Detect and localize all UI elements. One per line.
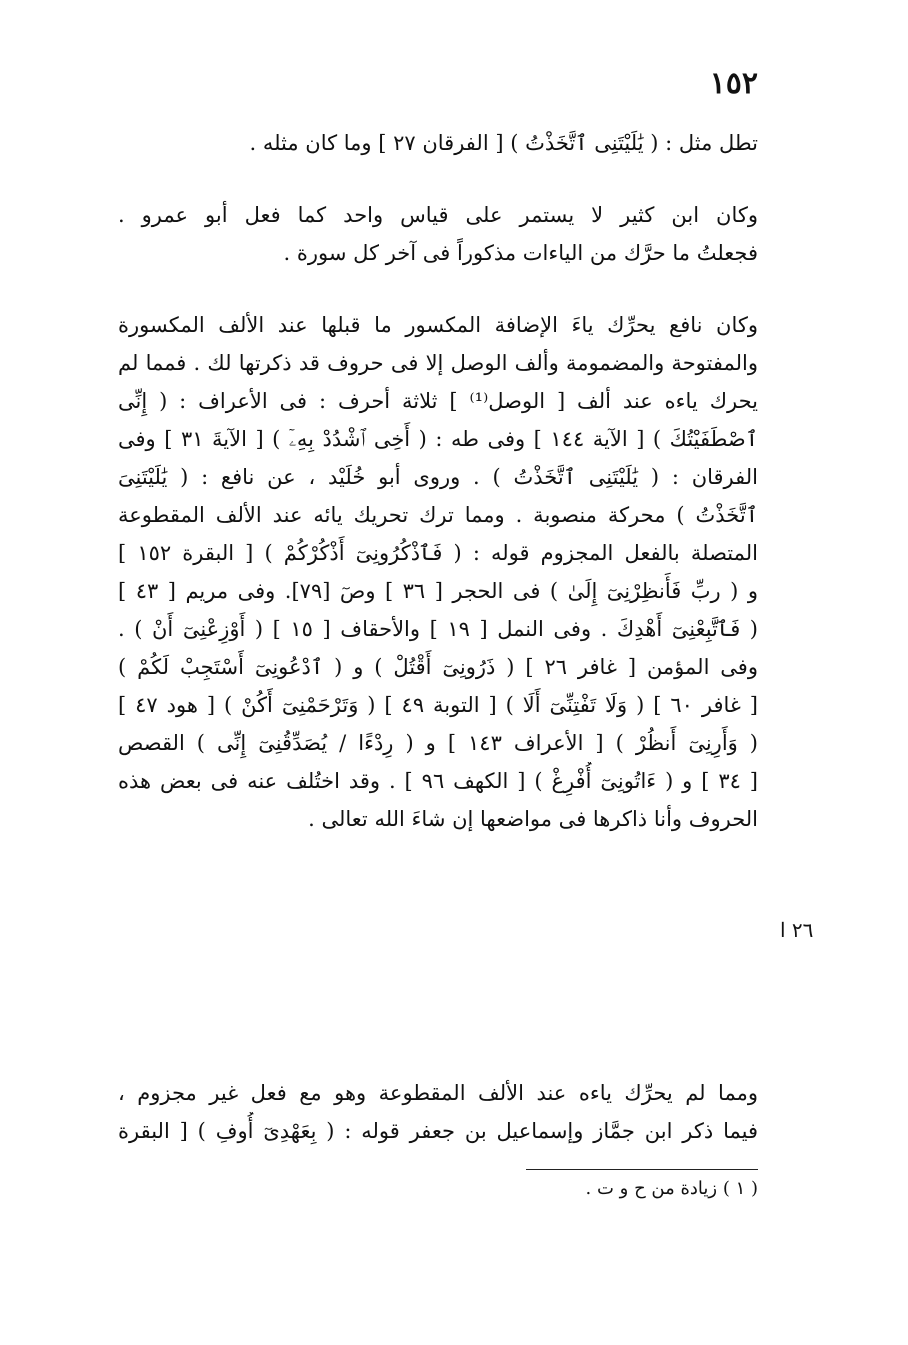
paragraph-3: [118, 306, 758, 838]
paragraph-2: [118, 196, 758, 272]
text-line: وكان ابن كثير لا يستمر على قياس واحد كما فعل أبو عمرو .: [118, 203, 758, 227]
text-line: الحروف وأنا ذاكرها فى مواضعها إن شاءَ الله تعالى .: [308, 807, 758, 831]
text-line: و ( ربِّ فَأَنظِرْنِىٓ إِلَىٰ ) فى الحجر [ ٣٦ ] وصٓ [٧٩]. وفى مريم [ ٤٣ ]: [118, 579, 758, 603]
text-line: الفرقان : ( يَٰلَيْتَنِى ٱتَّخَذْتُ ) . وروى أبو خُلَيْد ، عن نافع : ( يَٰلَيْتَنِىَ: [118, 465, 758, 489]
text-line: وفى المؤمن [ غافر ٢٦ ] ( ذَرُونِىٓ أَقْتُلْ ) و ( ٱدْعُونِىٓ أَسْتَجِبْ لَكُمْ ): [118, 655, 758, 679]
text-line: [ ٣٤ ] و ( ءَاتُونِىٓ أُفْرِغْ ) [ الكهف ٩٦ ] . وقد اختُلف عنه فى بعض هذه: [118, 769, 758, 793]
footnote-divider: [526, 1169, 758, 1170]
text-line: المتصلة بالفعل المجزوم قوله : ( فَٱذْكُرُونِىٓ أَذْكُرْكُمْ ) [ البقرة ١٥٢ ]: [118, 541, 758, 565]
text-line: [ غافر ٦٠ ] ( وَلَا تَفْتِنِّىٓ أَلَا ) [ التوبة ٤٩ ] ( وَتَرْحَمْنِىٓ أَكُنْ ) [ هود ٤٧ ]: [118, 693, 758, 717]
footnote: ( ١ ) زيادة من ح و ت .: [585, 1178, 758, 1199]
margin-note: ٢٦ ا: [780, 918, 814, 942]
text-line: ومما لم يحرِّك ياءه عند الألف المقطوعة وهو مع فعل غير مجزوم ،: [118, 1081, 758, 1105]
text-line: ٱصْطَفَيْتُكَ ) [ الآية ١٤٤ ] وفى طه : ( أَخِى ٱشْدُدْ بِهِۦٓ ) [ الآيةَ ٣١ ] وفى: [118, 427, 758, 451]
text-line: والمفتوحة والمضمومة وألف الوصل إلا فى حروف قد ذكرتها لك . فمما لم: [118, 351, 758, 375]
text-line: ( وَأَرِنِىٓ أَنظُرْ ) [ الأعراف ١٤٣ ] و ( رِدْءًا / يُصَدِّقُنِىٓ إِنِّى ) القصص: [118, 731, 758, 755]
page-number: ١٥٢: [709, 66, 758, 101]
text-line: وكان نافع يحرِّك ياءَ الإضافة المكسور ما قبلها عند الألف المكسورة: [118, 313, 758, 337]
text-line: تطل مثل : ( يَٰلَيْتَنِى ٱتَّخَذْتُ ) [ الفرقان ٢٧ ] وما كان مثله .: [249, 131, 758, 155]
paragraph-1: [118, 124, 758, 162]
text-line: ٱتَّخَذْتُ ) محركة منصوبة . ومما ترك تحريك يائه عند الألف المقطوعة: [118, 503, 758, 527]
text-line: فجعلتُ ما حرَّك من الياءات مذكوراً فى آخر كل سورة .: [283, 241, 758, 265]
paragraph-4: [118, 1074, 758, 1150]
text-line: يحرك ياءه عند ألف [ الوصل⁽¹⁾ ] ثلاثة أحرف : فى الأعراف : ( إِنِّى: [118, 389, 758, 413]
text-line: فيما ذكر ابن جمَّاز وإسماعيل بن جعفر قوله : ( بِعَهْدِىٓ أُوفِ ) [ البقرة: [118, 1119, 758, 1143]
text-line: ( فَٱتَّبِعْنِىٓ أَهْدِكَ . وفى النمل [ ١٩ ] والأحقاف [ ١٥ ] ( أَوْزِعْنِىٓ أَنْ ) .: [118, 617, 758, 641]
